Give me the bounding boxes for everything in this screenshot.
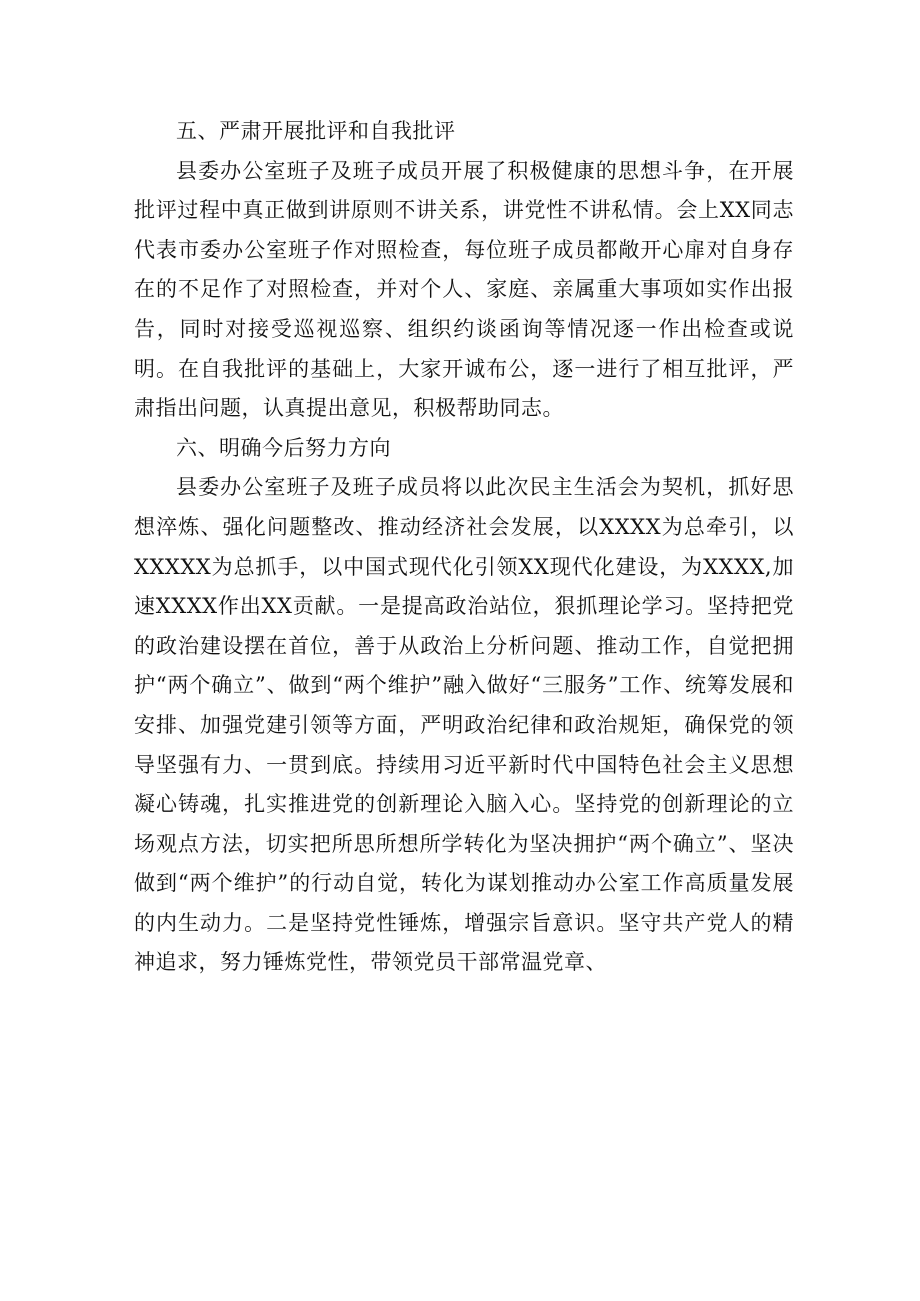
section-paragraph-6: 县委办公室班子及班子成员将以此次民主生活会为契机，抓好思想淬炼、强化问题整改、推动经济社会发展，以XXXX为总牵引，以XXXXX为总抓手，以中国式现代化引领XX现代化建设，为XXXX,加速XXXX作出XX贡献。一是提高政治站位，狠抓理论学习。坚持把党的政治建设摆在首位，善于从政治上分析问题、推动工作，自觉把拥护“两个确立”、做到“两个维护”融入做好“三服务”工作、统筹发展和安排、加强党建引领等方面，严明政治纪律和政治规矩，确保党的领导坚强有力、一贯到底。持续用习近平新时代中国特色社会主义思想凝心铸魂，扎实推进党的创新理论入脑入心。坚持党的创新理论的立场观点方法，切实把所思所想所学转化为坚决拥护“两个确立”、坚决做到“两个维护”的行动自觉，转化为谋划推动办公室工作高质量发展的内生动力。二是坚持党性锤炼，增强宗旨意识。坚守共产党人的精神追求，努力锤炼党性，带领党员干部常温党章、: [134, 475, 794, 975]
section-heading-5: 五、严肃开展批评和自我批评: [176, 119, 456, 143]
section-heading-6: 六、明确今后努力方向: [176, 435, 391, 460]
document-body: [134, 112, 794, 983]
section-paragraph-5: 县委办公室班子及班子成员开展了积极健康的思想斗争，在开展批评过程中真正做到讲原则不讲关系，讲党性不讲私情。会上XX同志代表市委办公室班子作对照检查，每位班子成员都敞开心扉对自身存在的不足作了对照检查，并对个人、家庭、亲属重大事项如实作出报告，同时对接受巡视巡察、组织约谈函询等情况逐一作出检查或说明。在自我批评的基础上，大家开诚布公，逐一进行了相互批评，严肃指出问题，认真提出意见，积极帮助同志。: [134, 158, 794, 421]
